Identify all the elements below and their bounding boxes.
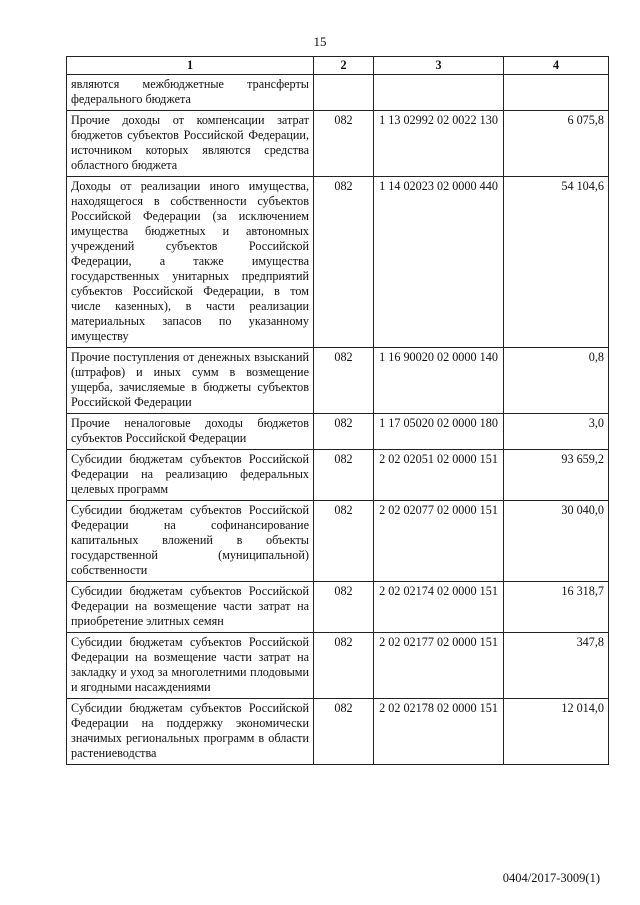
amount: 0,8: [504, 348, 609, 414]
amount: 30 040,0: [504, 501, 609, 582]
revenue-name: Прочие доходы от компенсации затрат бюджетов субъектов Российской Федерации, источником которых являются средства областного бюджета: [67, 111, 314, 177]
administrator-code: 082: [314, 177, 374, 348]
budget-classification-code: [374, 75, 504, 111]
table-row: [67, 75, 609, 111]
revenue-name: Прочие неналоговые доходы бюджетов субъектов Российской Федерации: [67, 414, 314, 450]
table-row: [67, 450, 609, 501]
table-row: [67, 633, 609, 699]
column-header-2: 2: [314, 57, 374, 75]
table-row: [67, 177, 609, 348]
budget-classification-code: 1 13 02992 02 0022 130: [374, 111, 504, 177]
revenue-name: являются межбюджетные трансферты федерального бюджета: [67, 75, 314, 111]
table-row: [67, 501, 609, 582]
revenue-name: Субсидии бюджетам субъектов Российской Федерации на возмещение части затрат на закладку и уход за многолетними плодовыми и ягодными насаждениями: [67, 633, 314, 699]
revenue-name: Субсидии бюджетам субъектов Российской Федерации на софинансирование капитальных вложений в объекты государственной (муниципальной) собственности: [67, 501, 314, 582]
budget-classification-code: 1 14 02023 02 0000 440: [374, 177, 504, 348]
amount: 16 318,7: [504, 582, 609, 633]
administrator-code: 082: [314, 111, 374, 177]
amount: 3,0: [504, 414, 609, 450]
revenue-name: Доходы от реализации иного имущества, находящегося в собственности субъектов Российской Федерации (за исключением имущества бюджетных и автономных учреждений субъектов Российской Федерации, а также имущества государственных унитарных предприятий субъектов Российской Федерации, в том числе казенных), в части реализации материальных запасов по указанному имуществу: [67, 177, 314, 348]
table-row: [67, 348, 609, 414]
administrator-code: 082: [314, 348, 374, 414]
administrator-code: 082: [314, 414, 374, 450]
table-header-row: [67, 57, 609, 75]
amount: 93 659,2: [504, 450, 609, 501]
amount: 347,8: [504, 633, 609, 699]
amount: 6 075,8: [504, 111, 609, 177]
column-header-3: 3: [374, 57, 504, 75]
amount: [504, 75, 609, 111]
revenue-name: Субсидии бюджетам субъектов Российской Федерации на поддержку экономически значимых региональных программ в области растениеводства: [67, 699, 314, 765]
revenue-table: [66, 56, 609, 765]
column-header-1: 1: [67, 57, 314, 75]
document-code: 0404/2017-3009(1): [502, 871, 600, 885]
budget-classification-code: 1 16 90020 02 0000 140: [374, 348, 504, 414]
budget-classification-code: 2 02 02077 02 0000 151: [374, 501, 504, 582]
budget-classification-code: 2 02 02051 02 0000 151: [374, 450, 504, 501]
budget-classification-code: 2 02 02177 02 0000 151: [374, 633, 504, 699]
budget-classification-code: 2 02 02174 02 0000 151: [374, 582, 504, 633]
amount: 12 014,0: [504, 699, 609, 765]
budget-classification-code: 2 02 02178 02 0000 151: [374, 699, 504, 765]
page-number: 15: [313, 34, 327, 49]
table-row: [67, 699, 609, 765]
table-row: [67, 582, 609, 633]
administrator-code: 082: [314, 699, 374, 765]
revenue-name: Субсидии бюджетам субъектов Российской Федерации на возмещение части затрат на приобретение элитных семян: [67, 582, 314, 633]
administrator-code: 082: [314, 582, 374, 633]
revenue-name: Субсидии бюджетам субъектов Российской Федерации на реализацию федеральных целевых программ: [67, 450, 314, 501]
column-header-4: 4: [504, 57, 609, 75]
administrator-code: [314, 75, 374, 111]
revenue-name: Прочие поступления от денежных взысканий (штрафов) и иных сумм в возмещение ущерба, зачисляемые в бюджеты субъектов Российской Федерации: [67, 348, 314, 414]
budget-classification-code: 1 17 05020 02 0000 180: [374, 414, 504, 450]
table-row: [67, 414, 609, 450]
administrator-code: 082: [314, 633, 374, 699]
administrator-code: 082: [314, 450, 374, 501]
amount: 54 104,6: [504, 177, 609, 348]
table-row: [67, 111, 609, 177]
administrator-code: 082: [314, 501, 374, 582]
